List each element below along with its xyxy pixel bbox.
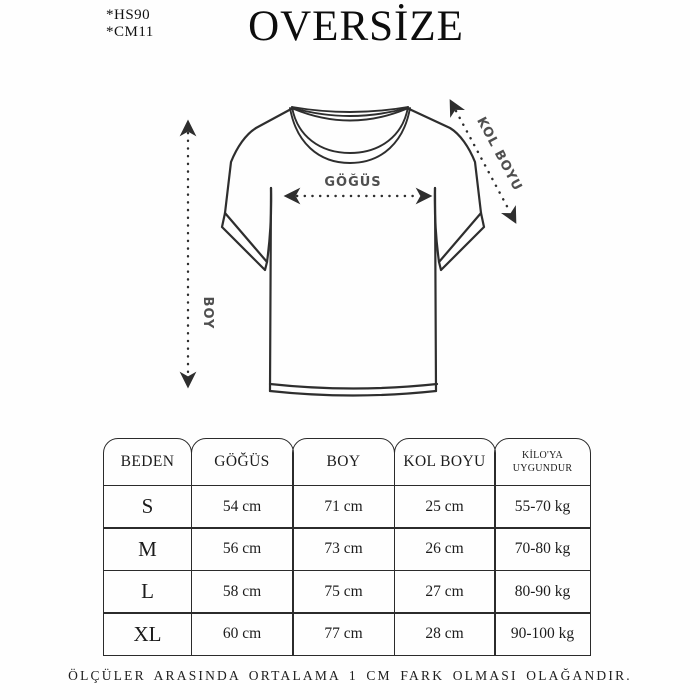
table-row-s: [103, 485, 597, 529]
product-code-2: *CM11: [106, 24, 154, 40]
product-code-1: *HS90: [106, 7, 151, 23]
sleeve-cell: 25 cm: [394, 485, 496, 529]
length-cell: 71 cm: [292, 485, 395, 529]
sleeve-cell: 28 cm: [394, 612, 496, 656]
table-row-xl: [103, 612, 597, 656]
tshirt-right-sleeve-hem: [439, 213, 484, 270]
sleeve-label: KOL BOYU: [473, 114, 525, 195]
chest-cell: 54 cm: [191, 485, 294, 529]
tshirt-collar: [290, 107, 410, 163]
tshirt-left-sleeve: [225, 108, 293, 213]
table-row-m: [103, 527, 597, 571]
chest-label: GÖĞÜS: [324, 175, 382, 190]
length-cell: 73 cm: [292, 527, 395, 571]
size-cell: XL: [103, 612, 192, 656]
tshirt-body-left: [270, 188, 271, 391]
chest-cell: 56 cm: [191, 527, 294, 571]
tolerance-note: ÖLÇÜLER ARASINDA ORTALAMA 1 CM FARK OLMASI OLAĞANDIR.: [68, 668, 632, 683]
tshirt-left-sleeve-hem: [222, 213, 267, 270]
length-cell: 77 cm: [292, 612, 395, 656]
sleeve-cell: 27 cm: [394, 570, 496, 614]
column-header-gogus: GÖĞÜS: [191, 438, 294, 486]
weight-cell: 80-90 kg: [494, 570, 591, 614]
weight-cell: 55-70 kg: [494, 485, 591, 529]
column-header-kiloya-uygundur: KİLO'YA UYGUNDUR: [494, 438, 591, 486]
size-cell: S: [103, 485, 192, 529]
weight-cell: 90-100 kg: [494, 612, 591, 656]
size-cell: L: [103, 570, 192, 614]
weight-cell: 70-80 kg: [494, 527, 591, 571]
column-header-kol-boyu: KOL BOYU: [394, 438, 496, 486]
sleeve-cell: 26 cm: [394, 527, 496, 571]
size-cell: M: [103, 527, 192, 571]
table-row-l: [103, 570, 597, 614]
size-table-header-row: [103, 438, 597, 486]
length-label: BOY: [200, 296, 215, 330]
tshirt-bottom-hem: [270, 384, 437, 396]
page-title: OVERSİZE: [248, 3, 464, 50]
column-header-beden: BEDEN: [103, 438, 192, 486]
column-header-boy: BOY: [292, 438, 395, 486]
tshirt-body-right: [435, 188, 436, 391]
tshirt-drawing: [222, 107, 484, 396]
length-cell: 75 cm: [292, 570, 395, 614]
size-table: [103, 438, 597, 656]
chest-cell: 60 cm: [191, 612, 294, 656]
tshirt-right-sleeve: [407, 108, 481, 213]
chest-cell: 58 cm: [191, 570, 294, 614]
